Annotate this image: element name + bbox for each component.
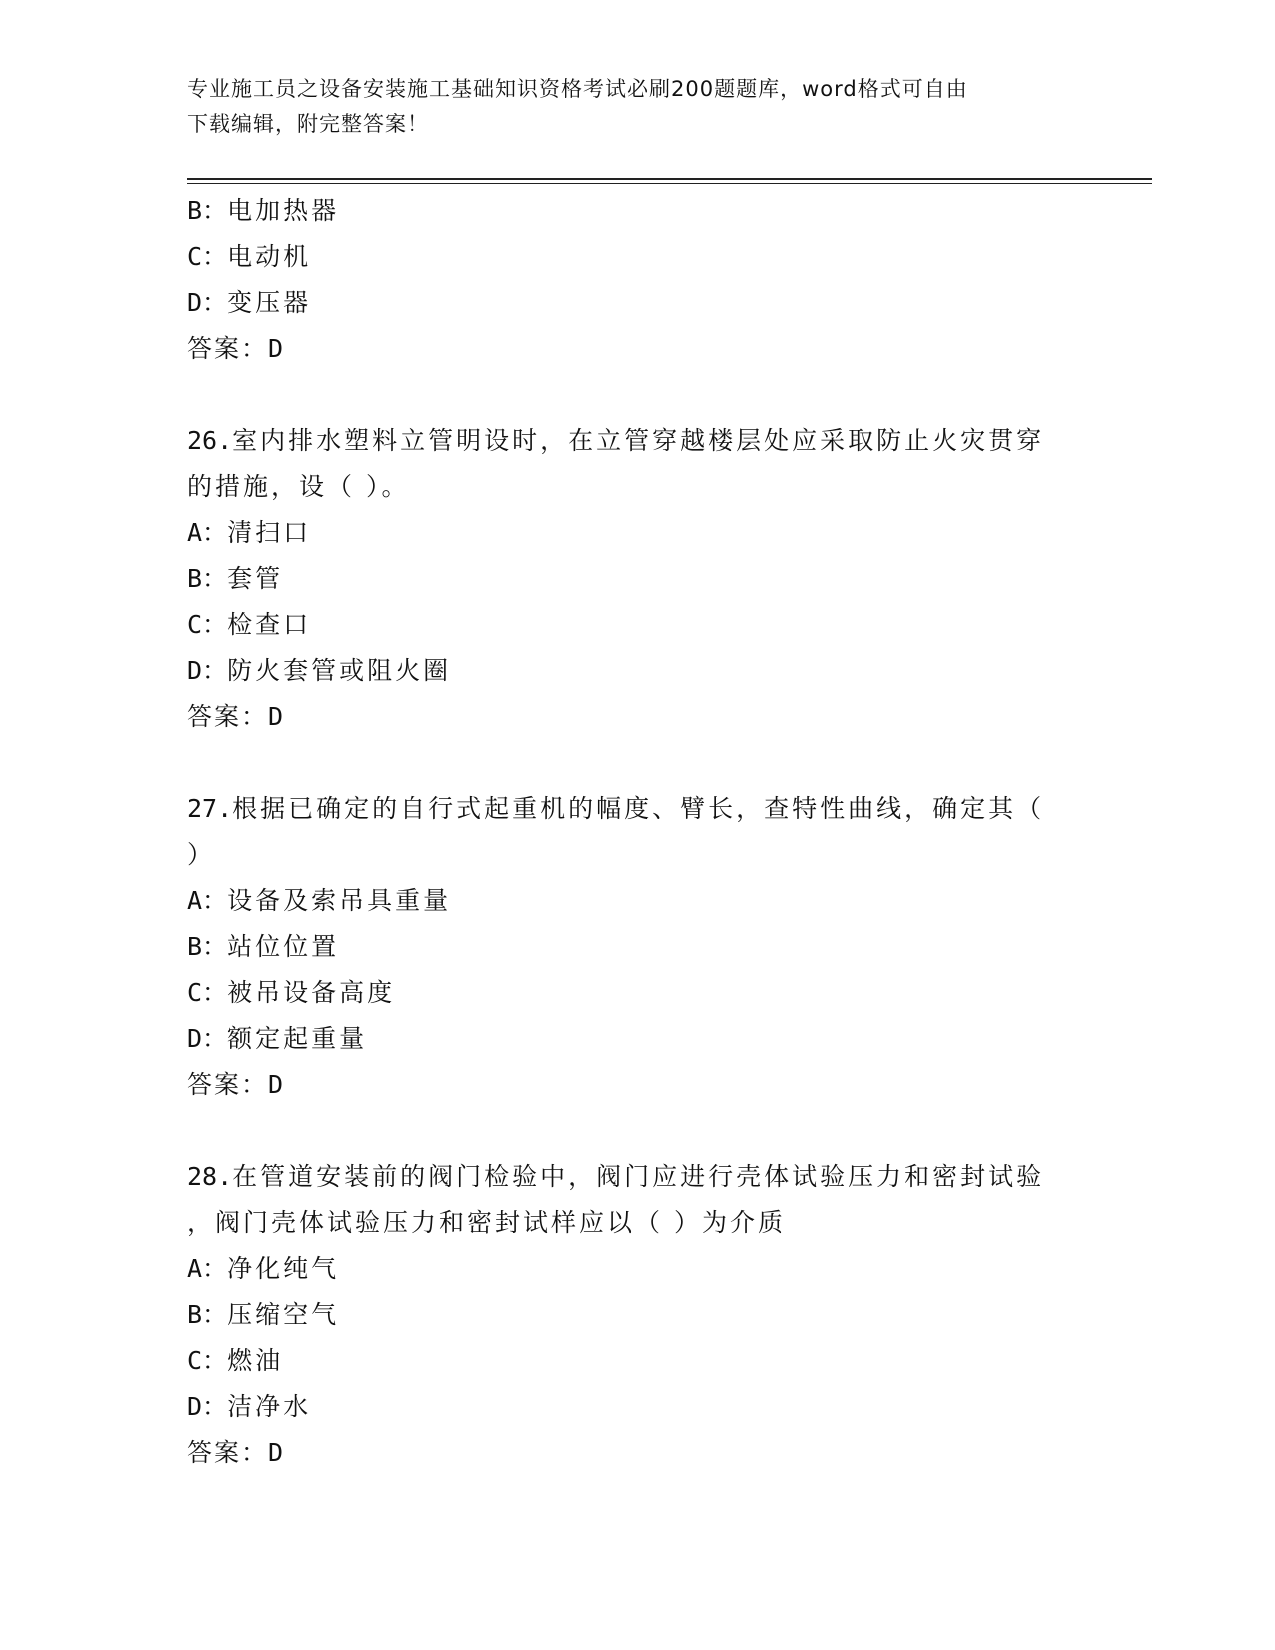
- option-text: 套管: [227, 564, 284, 593]
- option-letter: A：: [187, 886, 228, 915]
- option-text: 燃油: [227, 1346, 284, 1375]
- answer-line: [187, 694, 1087, 740]
- question-stem-line-1: [187, 786, 1087, 832]
- answer-label: 答案：: [187, 702, 269, 731]
- header-divider-thick: [187, 178, 1152, 180]
- option-text: 检查口: [227, 610, 312, 639]
- question-stem-line-2: ）: [187, 840, 216, 869]
- question-block-27: [187, 786, 1087, 1108]
- question-block-partial: [187, 188, 1087, 372]
- option-text: 清扫口: [227, 518, 312, 547]
- option-a: [187, 878, 1087, 924]
- option-text: 变压器: [227, 288, 312, 317]
- option-letter: B：: [187, 196, 228, 225]
- option-d: [187, 648, 1087, 694]
- option-letter: C：: [187, 978, 228, 1007]
- option-c: [187, 602, 1087, 648]
- option-letter: C：: [187, 242, 228, 271]
- question-text: 根据已确定的自行式起重机的幅度、臂长，查特性曲线，确定其（: [232, 794, 1045, 823]
- option-c: [187, 234, 1087, 280]
- option-b: [187, 924, 1087, 970]
- option-a: [187, 510, 1087, 556]
- spacer: [187, 740, 1087, 786]
- answer-line: [187, 1430, 1087, 1476]
- option-text: 站位位置: [227, 932, 340, 961]
- answer-line: [187, 326, 1087, 372]
- question-stem-line-1: [187, 418, 1087, 464]
- option-d: [187, 280, 1087, 326]
- option-text: 电加热器: [227, 196, 340, 225]
- option-letter: D：: [187, 1024, 228, 1053]
- option-b: [187, 188, 1087, 234]
- option-letter: C：: [187, 1346, 228, 1375]
- option-text: 被吊设备高度: [227, 978, 396, 1007]
- option-d: [187, 1016, 1087, 1062]
- option-letter: A：: [187, 518, 228, 547]
- question-block-26: [187, 418, 1087, 740]
- option-letter: C：: [187, 610, 228, 639]
- question-stem-line-2: 的措施，设（ ）。: [187, 472, 410, 501]
- answer-label: 答案：: [187, 334, 269, 363]
- option-letter: B：: [187, 1300, 228, 1329]
- option-letter: B：: [187, 932, 228, 961]
- answer-value: D: [268, 334, 284, 363]
- answer-label: 答案：: [187, 1438, 269, 1467]
- option-c: [187, 1338, 1087, 1384]
- option-letter: A：: [187, 1254, 228, 1283]
- question-text: 室内排水塑料立管明设时，在立管穿越楼层处应采取防止火灾贯穿: [232, 426, 1045, 455]
- question-text: 在管道安装前的阀门检验中，阀门应进行壳体试验压力和密封试验: [232, 1162, 1045, 1191]
- question-list: [187, 188, 1087, 1476]
- option-text: 净化纯气: [227, 1254, 340, 1283]
- answer-value: D: [268, 1070, 284, 1099]
- option-letter: D：: [187, 288, 228, 317]
- option-text: 设备及索吊具重量: [227, 886, 452, 915]
- header-title-line-1: 专业施工员之设备安装施工基础知识资格考试必刷200题题库，word格式可自由: [187, 77, 968, 101]
- question-block-28: [187, 1154, 1087, 1476]
- option-letter: B：: [187, 564, 228, 593]
- question-number: 28.: [187, 1162, 233, 1191]
- option-d: [187, 1384, 1087, 1430]
- option-c: [187, 970, 1087, 1016]
- spacer: [187, 1108, 1087, 1154]
- question-number: 26.: [187, 426, 233, 455]
- header-divider-thin: [187, 183, 1152, 184]
- spacer: [187, 372, 1087, 418]
- option-b: [187, 1292, 1087, 1338]
- header-title-line-2: 下载编辑，附完整答案！: [187, 112, 429, 136]
- answer-label: 答案：: [187, 1070, 269, 1099]
- option-letter: D：: [187, 1392, 228, 1421]
- question-number: 27.: [187, 794, 233, 823]
- option-text: 洁净水: [227, 1392, 312, 1421]
- option-text: 压缩空气: [227, 1300, 340, 1329]
- answer-line: [187, 1062, 1087, 1108]
- option-text: 额定起重量: [227, 1024, 368, 1053]
- question-stem-line-1: [187, 1154, 1087, 1200]
- option-letter: D：: [187, 656, 228, 685]
- page-header: [187, 72, 1087, 142]
- answer-value: D: [268, 1438, 284, 1467]
- option-text: 防火套管或阻火圈: [227, 656, 452, 685]
- option-text: 电动机: [227, 242, 312, 271]
- answer-value: D: [268, 702, 284, 731]
- option-b: [187, 556, 1087, 602]
- question-stem-line-2: ，阀门壳体试验压力和密封试样应以（ ）为介质: [187, 1208, 786, 1237]
- option-a: [187, 1246, 1087, 1292]
